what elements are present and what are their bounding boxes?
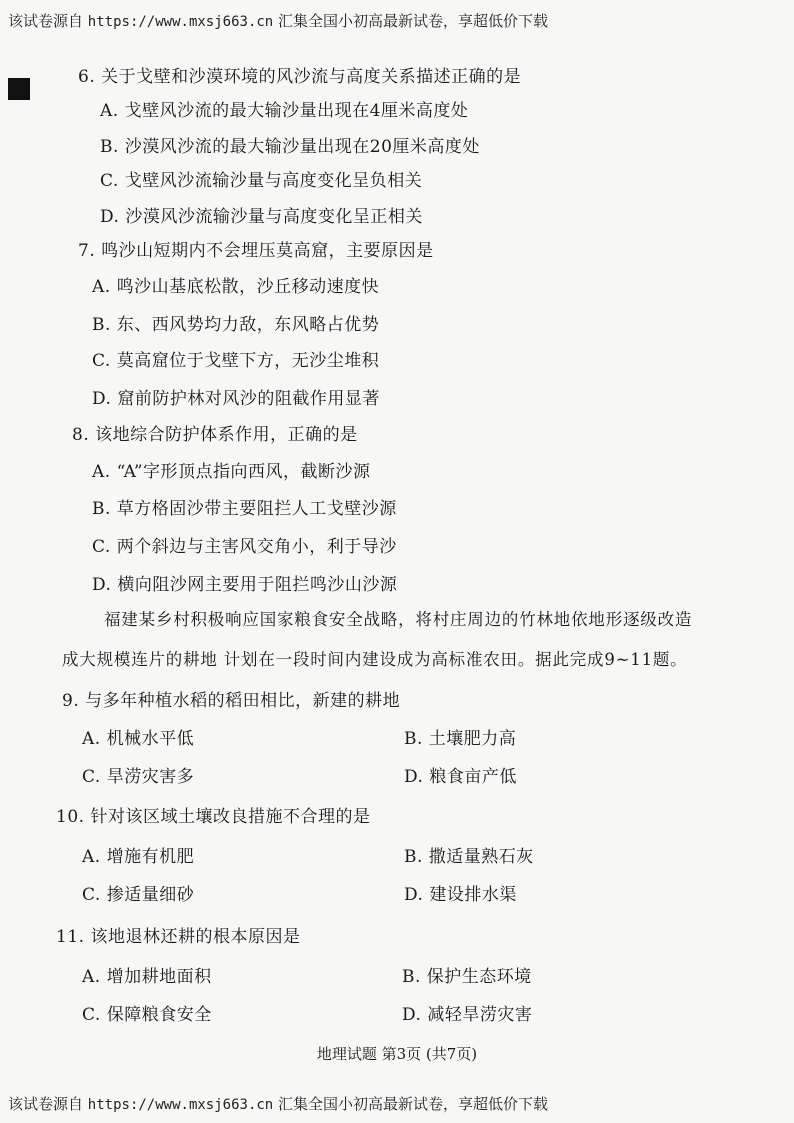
banner-suffix: 汇集全国小初高最新试卷，享超低价下载 — [278, 12, 549, 30]
passage-line-1: 福建某乡村积极响应国家粮食安全战略，将村庄周边的竹林地依地形逐级改造 — [104, 610, 693, 629]
banner-prefix: 该试卷源自 — [8, 1095, 84, 1113]
question-6-option-b: B. 沙漠风沙流的最大输沙量出现在20厘米高度处 — [100, 137, 480, 157]
question-7-stem: 7. 鸣沙山短期内不会埋压莫高窟，主要原因是 — [78, 241, 434, 261]
question-7-option-c: C. 莫高窟位于戈壁下方，无沙尘堆积 — [92, 351, 380, 371]
question-9-option-b: B. 土壤肥力高 — [404, 729, 517, 749]
question-9-stem: 9. 与多年种植水稻的稻田相比，新建的耕地 — [62, 691, 401, 711]
question-8-option-b: B. 草方格固沙带主要阻拦人工戈壁沙源 — [92, 499, 397, 519]
banner-url[interactable]: https://www.mxsj663.cn — [87, 14, 274, 30]
banner-url[interactable]: https://www.mxsj663.cn — [87, 1097, 274, 1113]
page-footer: 地理试题 第3页 (共7页) — [316, 1045, 478, 1063]
question-9-option-d: D. 粮食亩产低 — [404, 767, 517, 787]
question-8-option-d: D. 横向阻沙网主要用于阻拦鸣沙山沙源 — [92, 575, 398, 595]
banner-suffix: 汇集全国小初高最新试卷，享超低价下载 — [278, 1095, 549, 1113]
question-11-option-b: B. 保护生态环境 — [402, 967, 532, 987]
question-7-option-a: A. 鸣沙山基底松散，沙丘移动速度快 — [92, 277, 380, 297]
question-10-option-d: D. 建设排水渠 — [404, 885, 517, 905]
question-10-option-a: A. 增施有机肥 — [82, 847, 195, 867]
question-11-option-a: A. 增加耕地面积 — [82, 967, 212, 987]
question-7-option-d: D. 窟前防护林对风沙的阻截作用显著 — [92, 389, 380, 409]
question-8-stem: 8. 该地综合防护体系作用，正确的是 — [72, 425, 358, 445]
question-9-option-a: A. 机械水平低 — [82, 729, 195, 749]
banner-prefix: 该试卷源自 — [8, 12, 84, 30]
question-6-option-a: A. 戈壁风沙流的最大输沙量出现在4厘米高度处 — [100, 101, 469, 121]
question-6-option-d: D. 沙漠风沙流输沙量与高度变化呈正相关 — [100, 207, 423, 227]
question-11-stem: 11. 该地退林还耕的根本原因是 — [56, 927, 301, 947]
scan-mark — [8, 78, 30, 100]
question-10-option-c: C. 掺适量细砂 — [82, 885, 195, 905]
source-banner-bottom — [8, 1093, 548, 1114]
question-8-option-c: C. 两个斜边与主害风交角小，利于导沙 — [92, 537, 397, 557]
question-7-option-b: B. 东、西风势均力敌，东风略占优势 — [92, 315, 380, 335]
question-6-option-c: C. 戈壁风沙流输沙量与高度变化呈负相关 — [100, 171, 423, 191]
question-9-option-c: C. 旱涝灾害多 — [82, 767, 195, 787]
question-8-option-a: A. “A”字形顶点指向西风，截断沙源 — [92, 462, 371, 482]
question-10-option-b: B. 撒适量熟石灰 — [404, 847, 534, 867]
question-6-stem: 6. 关于戈壁和沙漠环境的风沙流与高度关系描述正确的是 — [78, 67, 522, 87]
question-11-option-d: D. 减轻旱涝灾害 — [402, 1005, 533, 1025]
source-banner-top — [8, 10, 548, 31]
question-11-option-c: C. 保障粮食安全 — [82, 1005, 212, 1025]
passage-line-2: 成大规模连片的耕地 计划在一段时间内建设成为高标准农田。据此完成9~11题。 — [62, 650, 688, 669]
question-10-stem: 10. 针对该区域土壤改良措施不合理的是 — [56, 807, 371, 827]
